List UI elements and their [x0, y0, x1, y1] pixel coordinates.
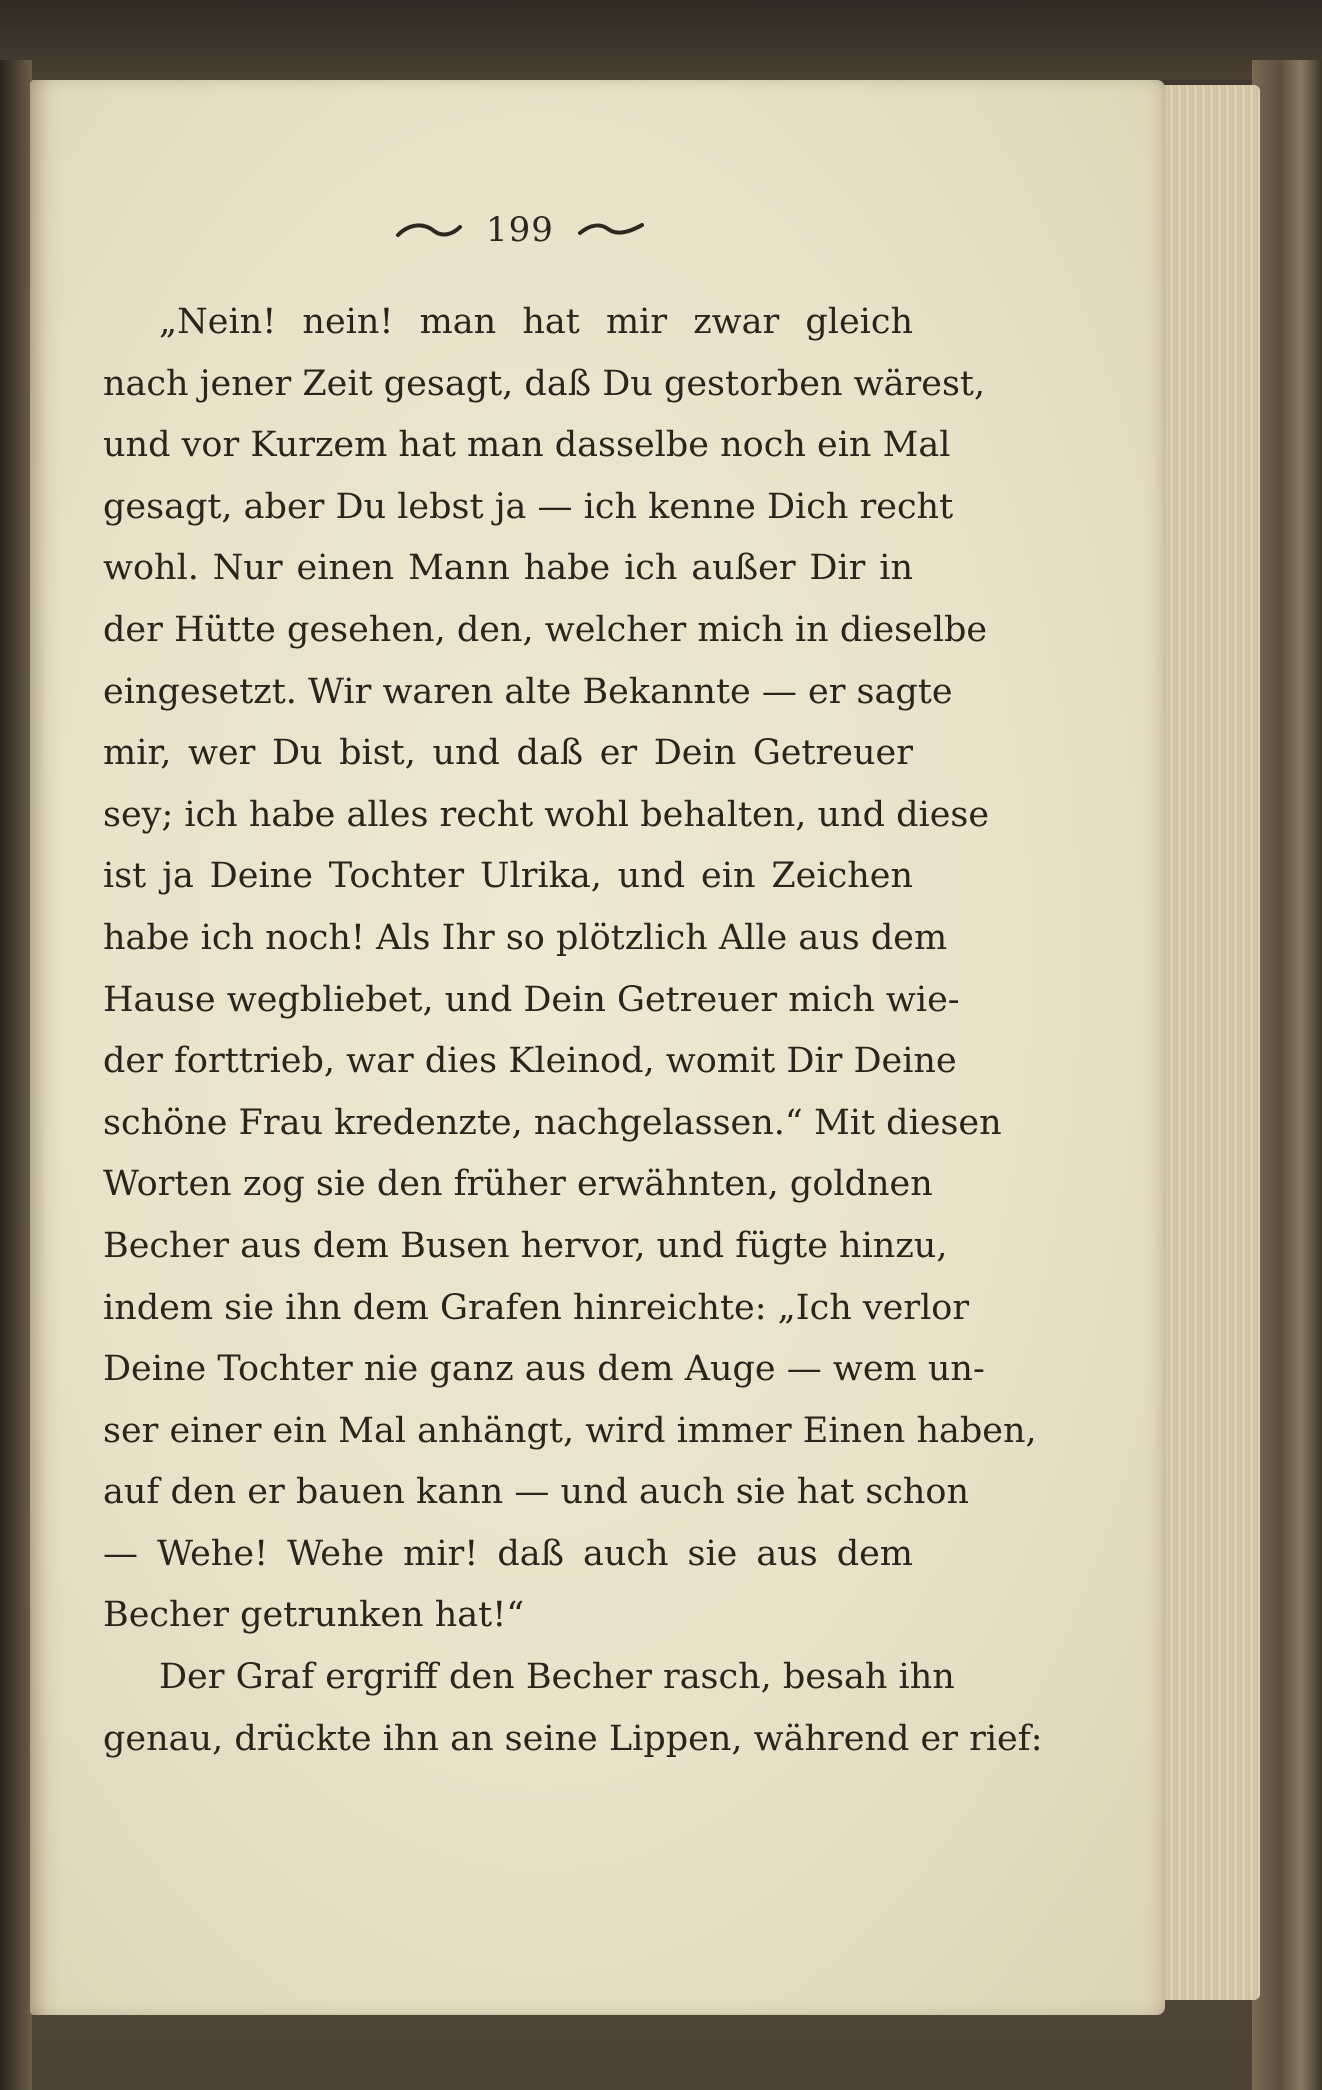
page-header: [370, 200, 670, 260]
text-line: wohl. Nur einen Mann habe ich außer Dir in: [103, 548, 913, 589]
text-line: nach jener Zeit gesagt, daß Du gestorben wärest,: [103, 363, 986, 404]
text-line: Becher getrunken hat!“: [103, 1595, 525, 1636]
text-line: und vor Kurzem hat man dasselbe noch ein Mal: [103, 425, 951, 466]
text-line: Worten zog sie den früher erwähnten, goldnen: [103, 1164, 933, 1205]
page-number: 199: [486, 210, 554, 250]
text-line: mir, wer Du bist, und daß er Dein Getreuer: [103, 733, 913, 774]
text-line: habe ich noch! Als Ihr so plötzlich Alle aus dem: [103, 917, 948, 958]
text-line: sey; ich habe alles recht wohl behalten, und diese: [103, 794, 990, 835]
page-edges: [1150, 85, 1260, 2000]
text-line: eingesetzt. Wir waren alte Bekannte — er sagte: [103, 671, 953, 712]
text-line: auf den er bauen kann — und auch sie hat schon: [103, 1472, 970, 1513]
body-text: [103, 292, 1043, 1770]
text-line: „Nein! nein! man hat mir zwar gleich: [159, 302, 913, 342]
text-line: Hause wegbliebet, und Dein Getreuer mich wie-: [103, 979, 960, 1020]
text-line: der forttrieb, war dies Kleinod, womit Dir Deine: [103, 1041, 957, 1082]
text-line: ist ja Deine Tochter Ulrika, und ein Zeichen: [103, 856, 913, 897]
text-line: gesagt, aber Du lebst ja — ich kenne Dich recht: [103, 486, 954, 527]
text-line: ser einer ein Mal anhängt, wird immer Einen haben,: [103, 1410, 1037, 1451]
left-ornament-icon: [394, 217, 464, 243]
book-spine: [0, 60, 32, 2090]
text-line: indem sie ihn dem Grafen hinreichte: „Ich verlor: [103, 1287, 970, 1328]
text-line: — Wehe! Wehe mir! daß auch sie aus dem: [103, 1533, 913, 1574]
book-cover-top: [0, 0, 1322, 80]
text-line: genau, drückte ihn an seine Lippen, während er rief:: [103, 1718, 1043, 1759]
book-cover-right: [1252, 60, 1322, 2090]
right-ornament-icon: [576, 217, 646, 243]
text-line: schöne Frau kredenzte, nachgelassen.“ Mit diesen: [103, 1102, 1002, 1143]
text-line: Der Graf ergriff den Becher rasch, besah ihn: [159, 1657, 955, 1698]
text-line: Deine Tochter nie ganz aus dem Auge — wem un-: [103, 1349, 985, 1390]
text-line: der Hütte gesehen, den, welcher mich in dieselbe: [103, 609, 988, 650]
text-line: Becher aus dem Busen hervor, und fügte hinzu,: [103, 1225, 948, 1266]
